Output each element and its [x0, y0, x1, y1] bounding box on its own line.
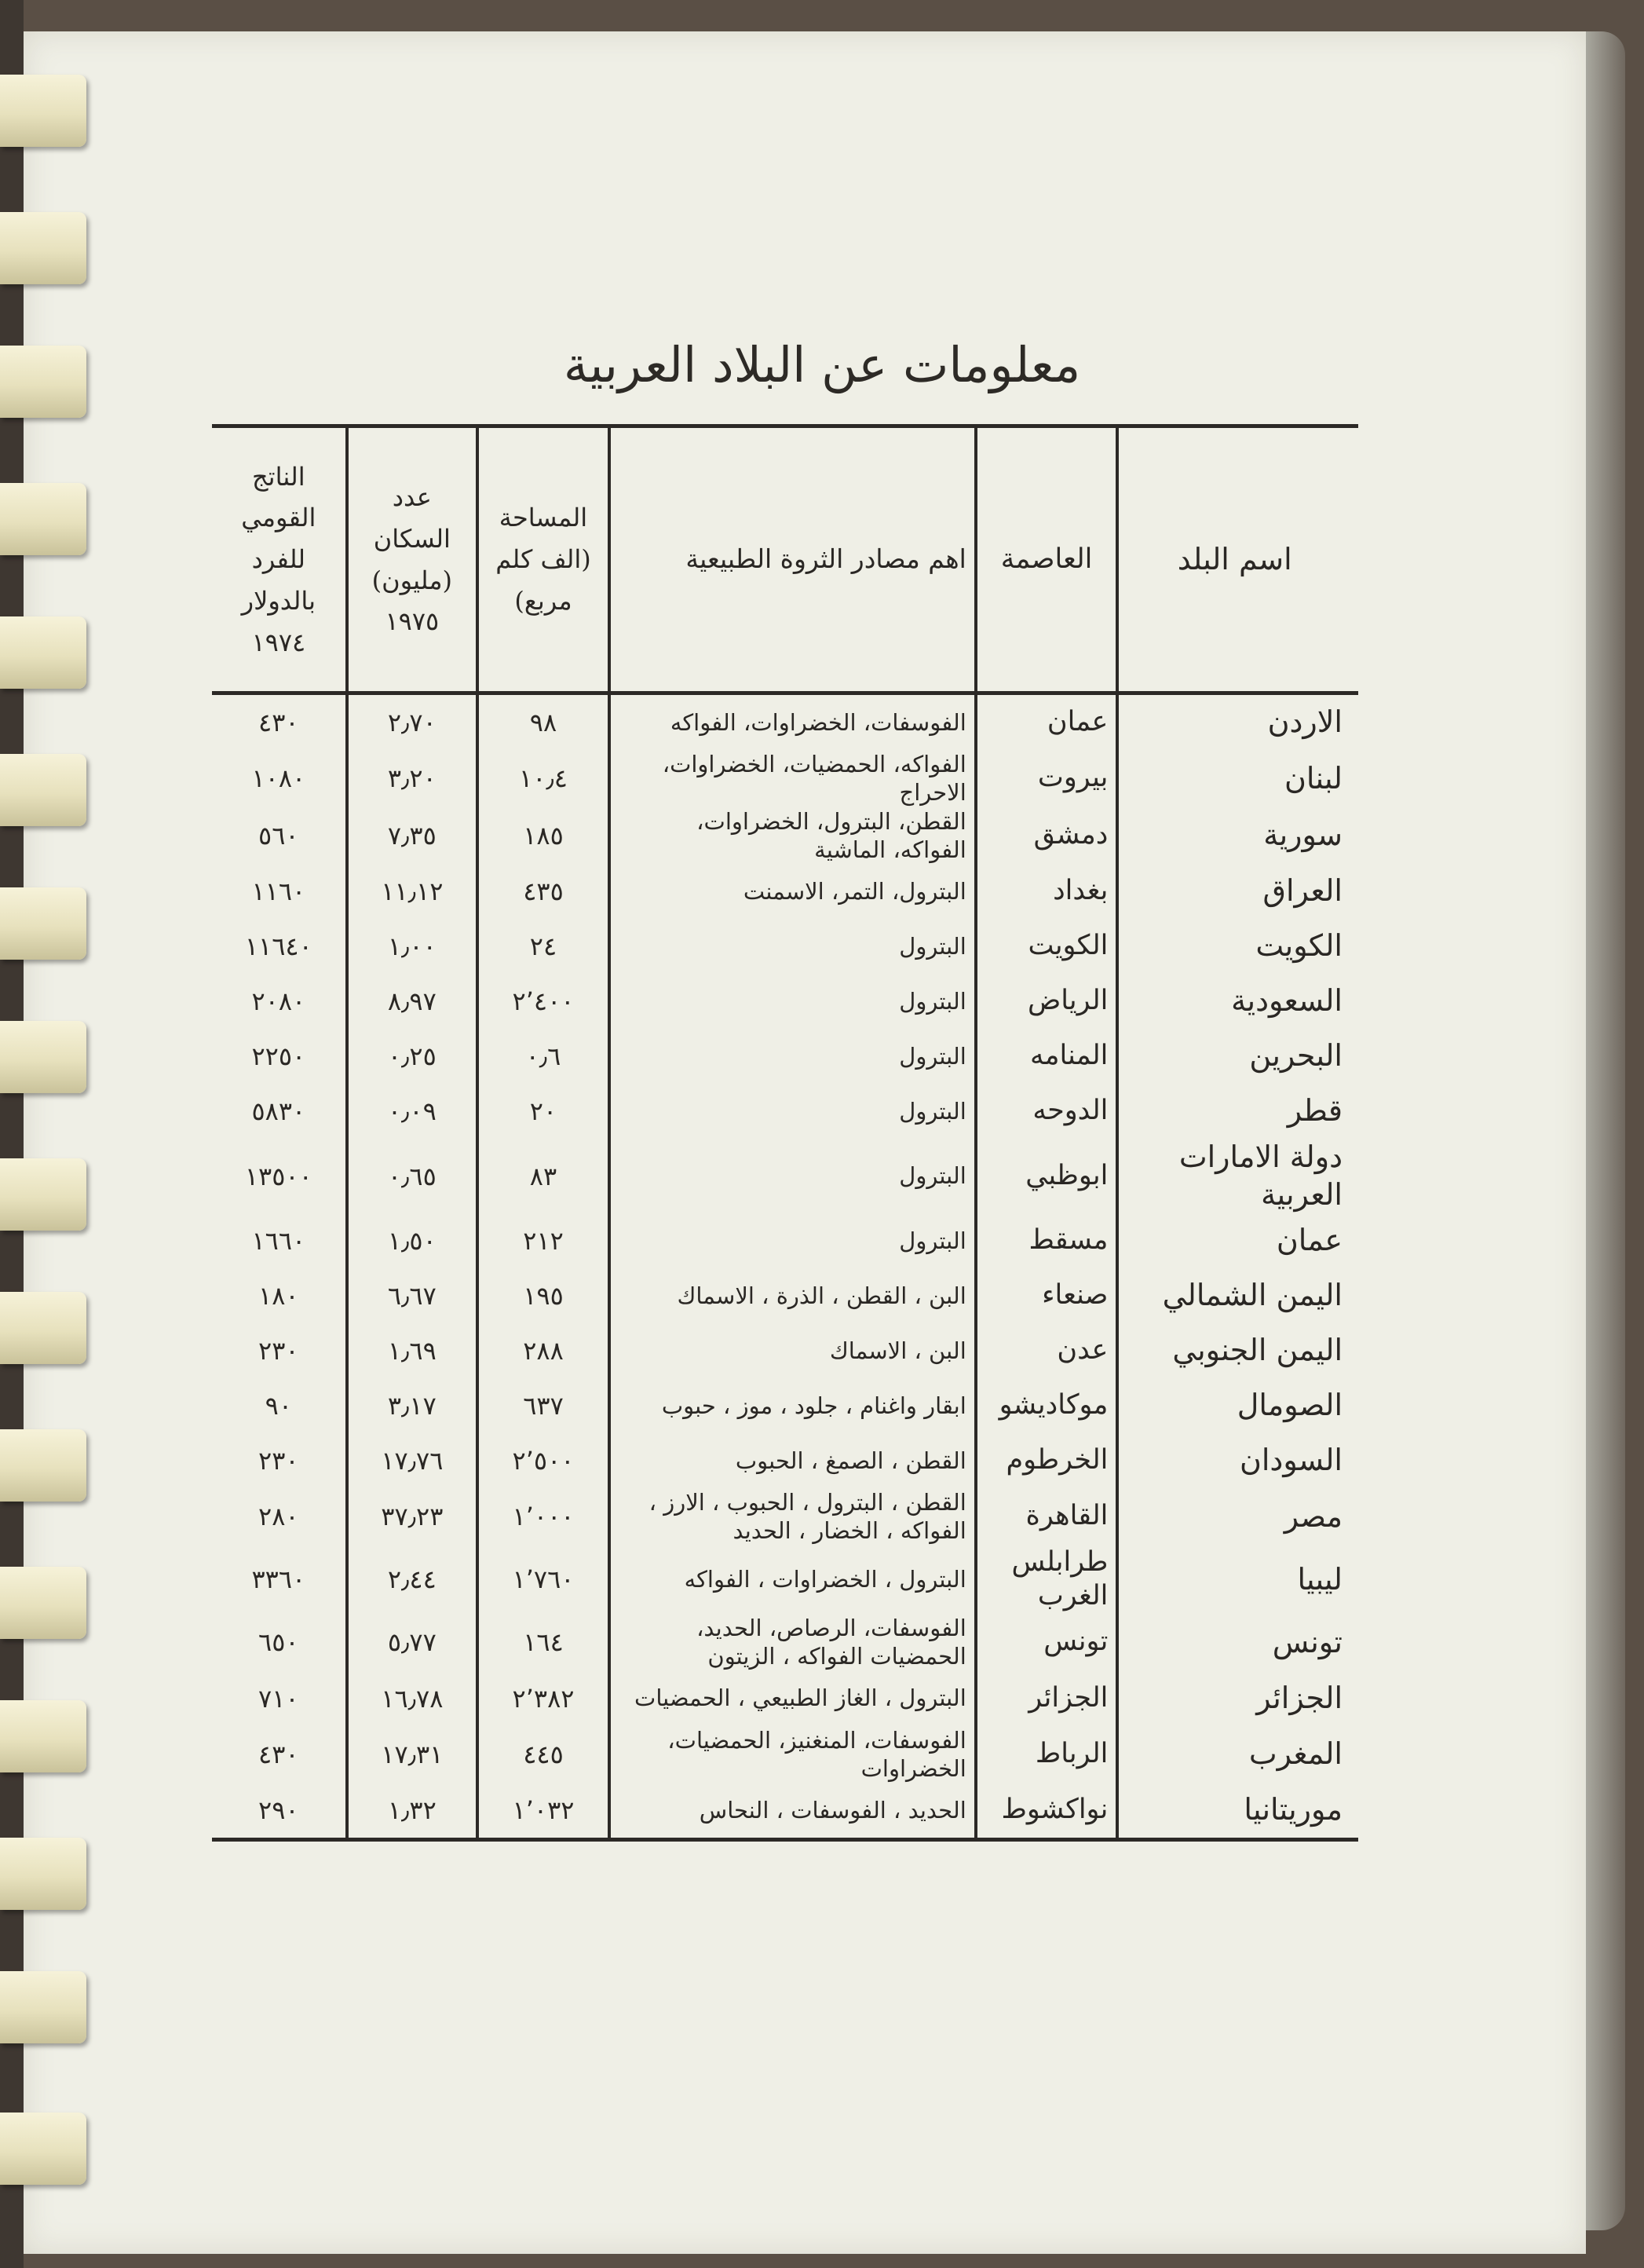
cell-gnp: ٢٠٨٠	[251, 986, 306, 1016]
table-row	[212, 1323, 1358, 1378]
cell-gnp: ١١٦٠	[251, 876, 306, 906]
cell-area: ٨٣	[477, 1139, 609, 1213]
cell-capital: المنامه	[976, 1029, 1118, 1084]
cell-population: ٣٫٢٠	[347, 750, 477, 807]
cell-country: العراق	[1262, 873, 1343, 909]
cell-capital: الكويت	[976, 919, 1118, 974]
cell-population: ١٫٥٠	[347, 1213, 477, 1268]
cell-capital: ابوظبي	[976, 1139, 1118, 1213]
cell-country: اليمن الجنوبي	[1172, 1333, 1343, 1368]
cell-resources: البترول	[609, 1029, 976, 1084]
cell-area: ٤٤٥	[477, 1726, 609, 1783]
cell-resources: ابقار واغنام ، جلود ، موز ، حبوب	[609, 1378, 976, 1433]
table-row	[212, 750, 1358, 807]
cell-resources: البترول	[609, 974, 976, 1029]
cell-area: ١٩٥	[477, 1268, 609, 1323]
cell-resources: البترول ، الخضراوات ، الفواكه	[609, 1546, 976, 1615]
cell-resources: البن ، القطن ، الذرة ، الاسماك	[609, 1268, 976, 1323]
cell-resources: الحديد ، الفوسفات ، النحاس	[609, 1783, 976, 1840]
cell-area: ٢٬٥٠٠	[477, 1433, 609, 1488]
cell-country: عمان	[1276, 1223, 1343, 1258]
cell-gnp: ٧١٠	[258, 1683, 299, 1714]
cell-country: السعودية	[1231, 983, 1343, 1019]
binding-ring	[0, 1292, 86, 1364]
table-row	[212, 807, 1358, 865]
cell-population: ١١٫١٢	[347, 864, 477, 919]
cell-gnp: ١٨٠	[258, 1281, 299, 1311]
cell-gnp: ١٦٦٠	[251, 1226, 306, 1256]
cell-resources: القطن، البترول، الخضراوات، الفواكه، الماشية	[609, 807, 976, 865]
binding-ring	[0, 1971, 86, 2043]
cell-gnp: ٤٣٠	[258, 1739, 299, 1769]
cell-population: ١٧٫٣١	[347, 1726, 477, 1783]
table-row	[212, 1488, 1358, 1546]
table-row	[212, 1378, 1358, 1433]
cell-capital: القاهرة	[976, 1488, 1118, 1546]
header-resources: اهم مصادر الثروة الطبيعية	[609, 426, 976, 693]
cell-area: ٩٨	[477, 693, 609, 751]
cell-area: ٠٫٦	[477, 1029, 609, 1084]
cell-capital: عدن	[976, 1323, 1118, 1378]
cell-resources: الفواكه، الحمضيات، الخضراوات، الاحراج	[609, 750, 976, 807]
binding-ring	[0, 1838, 86, 1910]
cell-capital: الجزائر	[976, 1671, 1118, 1726]
cell-capital: الخرطوم	[976, 1433, 1118, 1488]
cell-gnp: ٢٢٥٠	[251, 1041, 306, 1071]
cell-country: تونس	[1272, 1624, 1343, 1659]
cell-resources: القطن ، البترول ، الحبوب ، الارز ، الفواكه ، الخضار ، الحديد	[609, 1488, 976, 1546]
cell-population: ٦٫٦٧	[347, 1268, 477, 1323]
cell-country: المغرب	[1248, 1736, 1343, 1771]
cell-gnp: ٣٣٦٠	[251, 1564, 306, 1595]
cell-country: الجزائر	[1256, 1680, 1343, 1715]
cell-country: مصر	[1284, 1498, 1343, 1534]
cell-capital: الدوحه	[976, 1084, 1118, 1139]
binding-ring	[0, 1158, 86, 1231]
cell-gnp: ٢٨٠	[258, 1502, 299, 1532]
cell-gnp: ١٣٥٠٠	[244, 1161, 312, 1191]
cell-gnp: ٢٣٠	[258, 1446, 299, 1476]
binding-ring	[0, 483, 86, 555]
cell-population: ٧٫٣٥	[347, 807, 477, 865]
cell-area: ٢٤	[477, 919, 609, 974]
cell-gnp: ٢٣٠	[258, 1336, 299, 1366]
cell-area: ٤٣٥	[477, 864, 609, 919]
header-country: اسم البلد	[1117, 426, 1358, 693]
header-area: المساحة (الف كلم مربع)	[477, 426, 609, 693]
binding-ring	[0, 1429, 86, 1502]
cell-capital: صنعاء	[976, 1268, 1118, 1323]
cell-area: ٢٬٣٨٢	[477, 1671, 609, 1726]
arab-countries-table	[212, 424, 1358, 1842]
cell-resources: البترول	[609, 1139, 976, 1213]
cell-country: الصومال	[1237, 1388, 1343, 1423]
cell-gnp: ٦٥٠	[258, 1627, 299, 1658]
table-row	[212, 919, 1358, 974]
binding-ring	[0, 616, 86, 689]
cell-resources: الفوسفات، الخضراوات، الفواكه	[609, 693, 976, 751]
page-title: معلومات عن البلاد العربية	[563, 336, 1081, 393]
cell-population: ٠٫٦٥	[347, 1139, 477, 1213]
cell-country: موريتانيا	[1117, 1783, 1358, 1840]
cell-country: قطر	[1287, 1093, 1343, 1129]
cell-population: ١٫٦٩	[347, 1323, 477, 1378]
cell-capital: طرابلس الغرب	[976, 1546, 1118, 1615]
table-row	[212, 1213, 1358, 1268]
cell-resources: الفوسفات، الرصاص، الحديد، الحمضيات الفواكه ، الزيتون	[609, 1614, 976, 1671]
cell-area: ٢١٢	[477, 1213, 609, 1268]
cell-gnp: ٩٠	[265, 1391, 292, 1421]
cell-capital: بيروت	[976, 750, 1118, 807]
cell-country: ليبيا	[1297, 1561, 1343, 1597]
cell-resources: القطن ، الصمغ ، الحبوب	[609, 1433, 976, 1488]
cell-area: ٢٨٨	[477, 1323, 609, 1378]
cell-population: ٢٫٧٠	[347, 693, 477, 751]
cell-area: ١٦٤	[477, 1614, 609, 1671]
table-row	[212, 1268, 1358, 1323]
cell-gnp: ٤٣٠	[258, 708, 299, 737]
table-row	[212, 1029, 1358, 1084]
header-capital: العاصمة	[976, 426, 1118, 693]
cell-area: ٢٠	[477, 1084, 609, 1139]
cell-capital: بغداد	[976, 864, 1118, 919]
cell-population: ١٫٣٢	[347, 1783, 477, 1840]
cell-population: ٠٫٢٥	[347, 1029, 477, 1084]
cell-country: البحرين	[1249, 1038, 1343, 1074]
cell-resources: البترول	[609, 1084, 976, 1139]
cell-capital: تونس	[976, 1614, 1118, 1671]
cell-country: السودان	[1239, 1443, 1343, 1478]
table-row	[212, 693, 1358, 751]
cell-capital: الرباط	[976, 1726, 1118, 1783]
binding-ring	[0, 1700, 86, 1772]
table-row	[212, 1726, 1358, 1783]
table-row	[212, 1671, 1358, 1726]
table-row	[212, 1614, 1358, 1671]
cell-capital: عمان	[976, 693, 1118, 751]
cell-area: ١٬٠٠٠	[477, 1488, 609, 1546]
table-body	[212, 693, 1358, 1840]
binding-ring	[0, 1567, 86, 1639]
cell-capital: نواكشوط	[976, 1783, 1118, 1840]
binding-ring	[0, 2113, 86, 2185]
table-row	[212, 1546, 1358, 1615]
cell-population: ٨٫٩٧	[347, 974, 477, 1029]
binding-ring	[0, 212, 86, 284]
cell-gnp: ٢٩٠	[212, 1783, 347, 1840]
binding-ring	[0, 887, 86, 960]
binding-ring	[0, 754, 86, 826]
cell-area: ٦٣٧	[477, 1378, 609, 1433]
cell-country: اليمن الشمالي	[1162, 1278, 1343, 1313]
cell-capital: مسقط	[976, 1213, 1118, 1268]
cell-capital: الرياض	[976, 974, 1118, 1029]
cell-population: ٣٫١٧	[347, 1378, 477, 1433]
cell-gnp: ١١٦٤٠	[244, 931, 312, 961]
cell-capital: موكاديشو	[976, 1378, 1118, 1433]
table-row	[212, 1783, 1358, 1840]
cell-population: ٥٫٧٧	[347, 1614, 477, 1671]
table-row	[212, 864, 1358, 919]
table-header-row	[212, 426, 1358, 693]
cell-resources: الفوسفات، المنغنيز، الحمضيات، الخضراوات	[609, 1726, 976, 1783]
table-row	[212, 974, 1358, 1029]
cell-resources: البترول	[609, 1213, 976, 1268]
cell-country: دولة الامارات العربية	[1178, 1139, 1343, 1212]
cell-area: ١٠٫٤	[477, 750, 609, 807]
cell-population: ٠٫٠٩	[347, 1084, 477, 1139]
cell-country: سورية	[1263, 818, 1343, 852]
cell-gnp: ١٠٨٠	[251, 763, 306, 794]
cell-resources: البترول ، الغاز الطبيعي ، الحمضيات	[609, 1671, 976, 1726]
table-row	[212, 1139, 1358, 1213]
cell-country: لبنان	[1284, 760, 1343, 796]
cell-area: ١٨٥	[477, 807, 609, 865]
cell-population: ١٫٠٠	[347, 919, 477, 974]
cell-country: الكويت	[1255, 928, 1343, 964]
header-gnp: الناتج القومي للفرد بالدولار ١٩٧٤	[212, 426, 347, 693]
cell-area: ٢٬٤٠٠	[477, 974, 609, 1029]
cell-capital: دمشق	[976, 807, 1118, 865]
cell-resources: البن ، الاسماك	[609, 1323, 976, 1378]
cell-population: ٣٧٫٢٣	[347, 1488, 477, 1546]
header-population: عدد السكان (مليون) ١٩٧٥	[347, 426, 477, 693]
binding-ring	[0, 75, 86, 147]
arab-countries-table-container	[212, 424, 1358, 1932]
table-row	[212, 1084, 1358, 1139]
binding-ring	[0, 1021, 86, 1093]
cell-gnp: ٥٨٣٠	[251, 1096, 306, 1126]
cell-resources: البترول، التمر، الاسمنت	[609, 864, 976, 919]
cell-resources: البترول	[609, 919, 976, 974]
cell-population: ٢٫٤٤	[347, 1546, 477, 1615]
cell-population: ١٧٫٧٦	[347, 1433, 477, 1488]
cell-country: الاردن	[1267, 704, 1343, 740]
cell-gnp: ٥٦٠	[258, 820, 299, 850]
cell-area: ١٬٠٣٢	[477, 1783, 609, 1840]
cell-population: ١٦٫٧٨	[347, 1671, 477, 1726]
table-row	[212, 1433, 1358, 1488]
cell-area: ١٬٧٦٠	[477, 1546, 609, 1615]
